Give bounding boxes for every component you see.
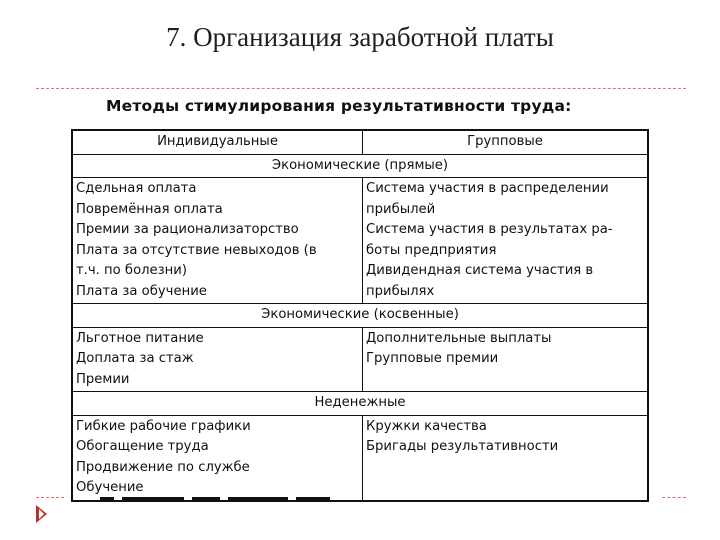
list-item: Система участия в результатах ра- (366, 222, 613, 237)
list-item: Продвижение по службе (76, 459, 250, 475)
list-item: Льготное питание (76, 330, 204, 346)
section-row (72, 392, 648, 416)
slide-title: 7. Организация заработной платы (166, 22, 554, 52)
list-item: Бригады результативности (366, 439, 559, 454)
column-header-individual: Индивидуальные (72, 130, 363, 154)
bottom-divider-right (662, 497, 686, 498)
list-item: Повремённая оплата (76, 201, 223, 217)
section-title-direct: Экономические (прямые) (72, 154, 648, 178)
column-header-group: Групповые (363, 130, 649, 154)
list-item: Гибкие рабочие графики (76, 418, 251, 434)
section-row (72, 304, 648, 328)
section-title-nonmonetary: Неденежные (72, 392, 648, 416)
list-item: Премии (76, 371, 130, 387)
arrow-bullet-icon (36, 505, 47, 523)
methods-table (71, 129, 649, 502)
list-item: Групповые премии (366, 351, 499, 366)
individual-cell (72, 415, 363, 501)
document-heading: Методы стимулирования результативности труда: (106, 97, 572, 115)
list-item: прибылей (366, 201, 436, 217)
title-divider (36, 88, 686, 89)
list-item: т.ч. по болезни) (76, 263, 188, 278)
group-cell (363, 327, 649, 392)
list-item: Дополнительные выплаты (366, 330, 552, 346)
individual-cell (72, 327, 363, 392)
list-item: Доплата за стаж (76, 351, 194, 366)
cropped-text-line (100, 493, 350, 501)
list-item: Премии за рационализаторство (76, 222, 299, 237)
table-row (72, 178, 648, 304)
table-row (72, 327, 648, 392)
table-header-row (72, 130, 648, 154)
group-cell (363, 415, 649, 501)
list-item: Плата за отсутствие невыходов (в (76, 242, 317, 258)
list-item: Обогащение труда (76, 439, 209, 454)
list-item: Система участия в распределении (366, 181, 609, 196)
group-cell (363, 178, 649, 304)
table-row (72, 415, 648, 501)
list-item: прибылях (366, 283, 435, 299)
list-item: боты предприятия (366, 242, 497, 258)
individual-cell (72, 178, 363, 304)
bottom-divider-left (36, 497, 64, 498)
list-item: Обучение (76, 480, 144, 495)
list-item: Сдельная оплата (76, 181, 197, 196)
section-row (72, 154, 648, 178)
section-title-indirect: Экономические (косвенные) (72, 304, 648, 328)
list-item: Кружки качества (366, 418, 487, 434)
list-item: Плата за обучение (76, 283, 207, 299)
list-item: Дивидендная система участия в (366, 263, 594, 278)
